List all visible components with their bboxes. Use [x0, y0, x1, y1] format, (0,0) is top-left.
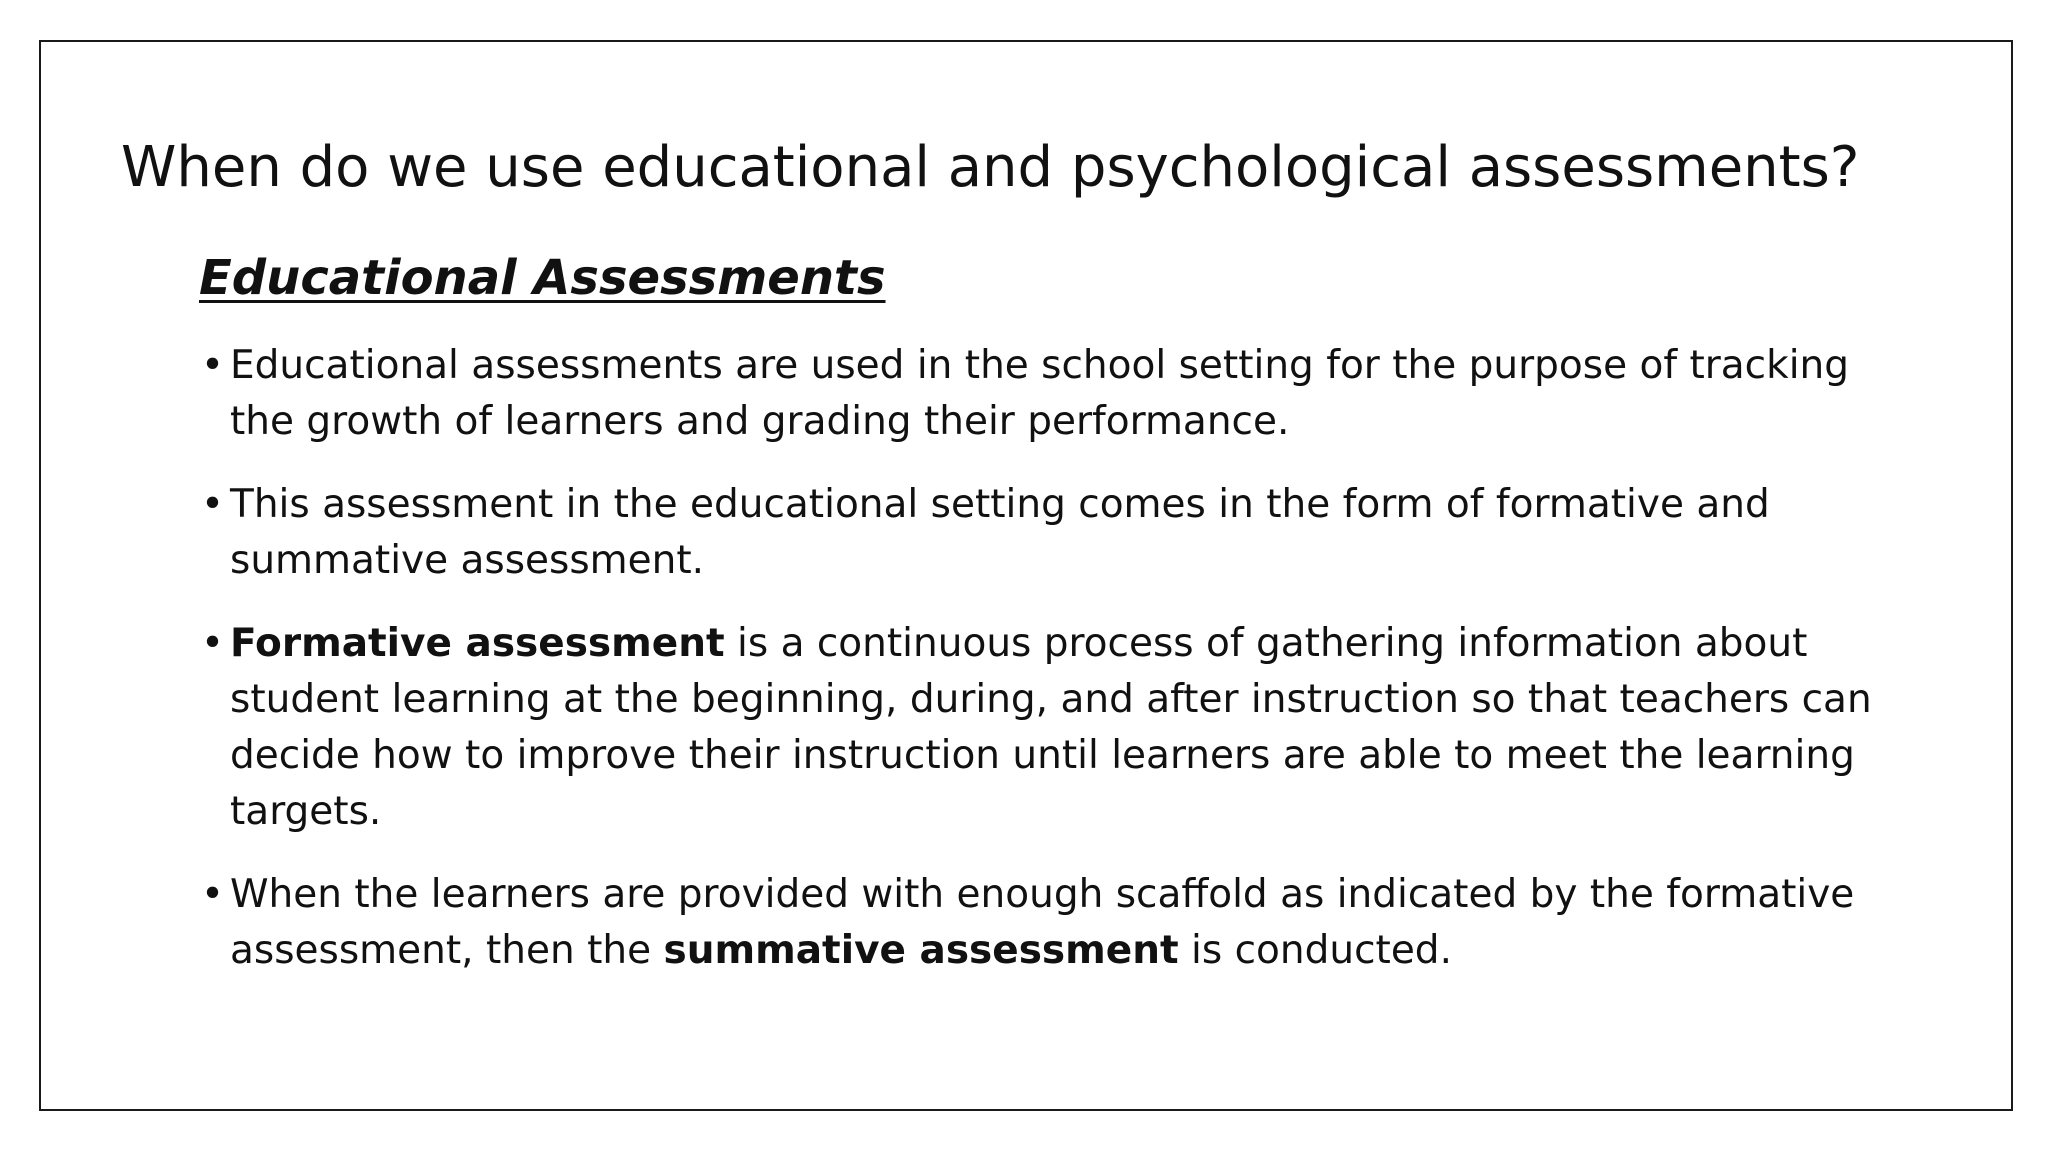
bullet-bold-term: Formative assessment	[230, 621, 725, 666]
bullet-item	[199, 338, 1899, 450]
bullet-dot: •	[201, 621, 225, 666]
bullet-text: Educational assessments are used in the school setting for the purpose of tracking the growth of learners and grading their performance.	[230, 343, 1850, 444]
section-subheading: Educational Assessments	[199, 250, 886, 306]
bullet-item	[199, 477, 1899, 589]
bullet-text-after: is conducted.	[1178, 928, 1452, 973]
bullet-text: When the learners are provided with enough scaffold as indicated by the formative assessment, then the	[230, 872, 1855, 973]
bullet-item	[199, 616, 1899, 840]
slide-title: When do we use educational and psychological assessments?	[121, 135, 1860, 200]
bullet-bold-term: summative assessment	[663, 928, 1179, 973]
bullet-dot: •	[201, 343, 225, 388]
bullet-dot: •	[201, 482, 225, 527]
bullet-item	[199, 867, 1899, 979]
bullet-text: is a continuous process of gathering information about student learning at the beginning, during, and after instruction so that teachers can decide how to improve their instruction until learners are able to meet the learning targets.	[230, 621, 1872, 834]
bullet-list	[199, 338, 1899, 1006]
bullet-text: This assessment in the educational setting comes in the form of formative and summative assessment.	[230, 482, 1770, 583]
bullet-dot: •	[201, 872, 225, 917]
